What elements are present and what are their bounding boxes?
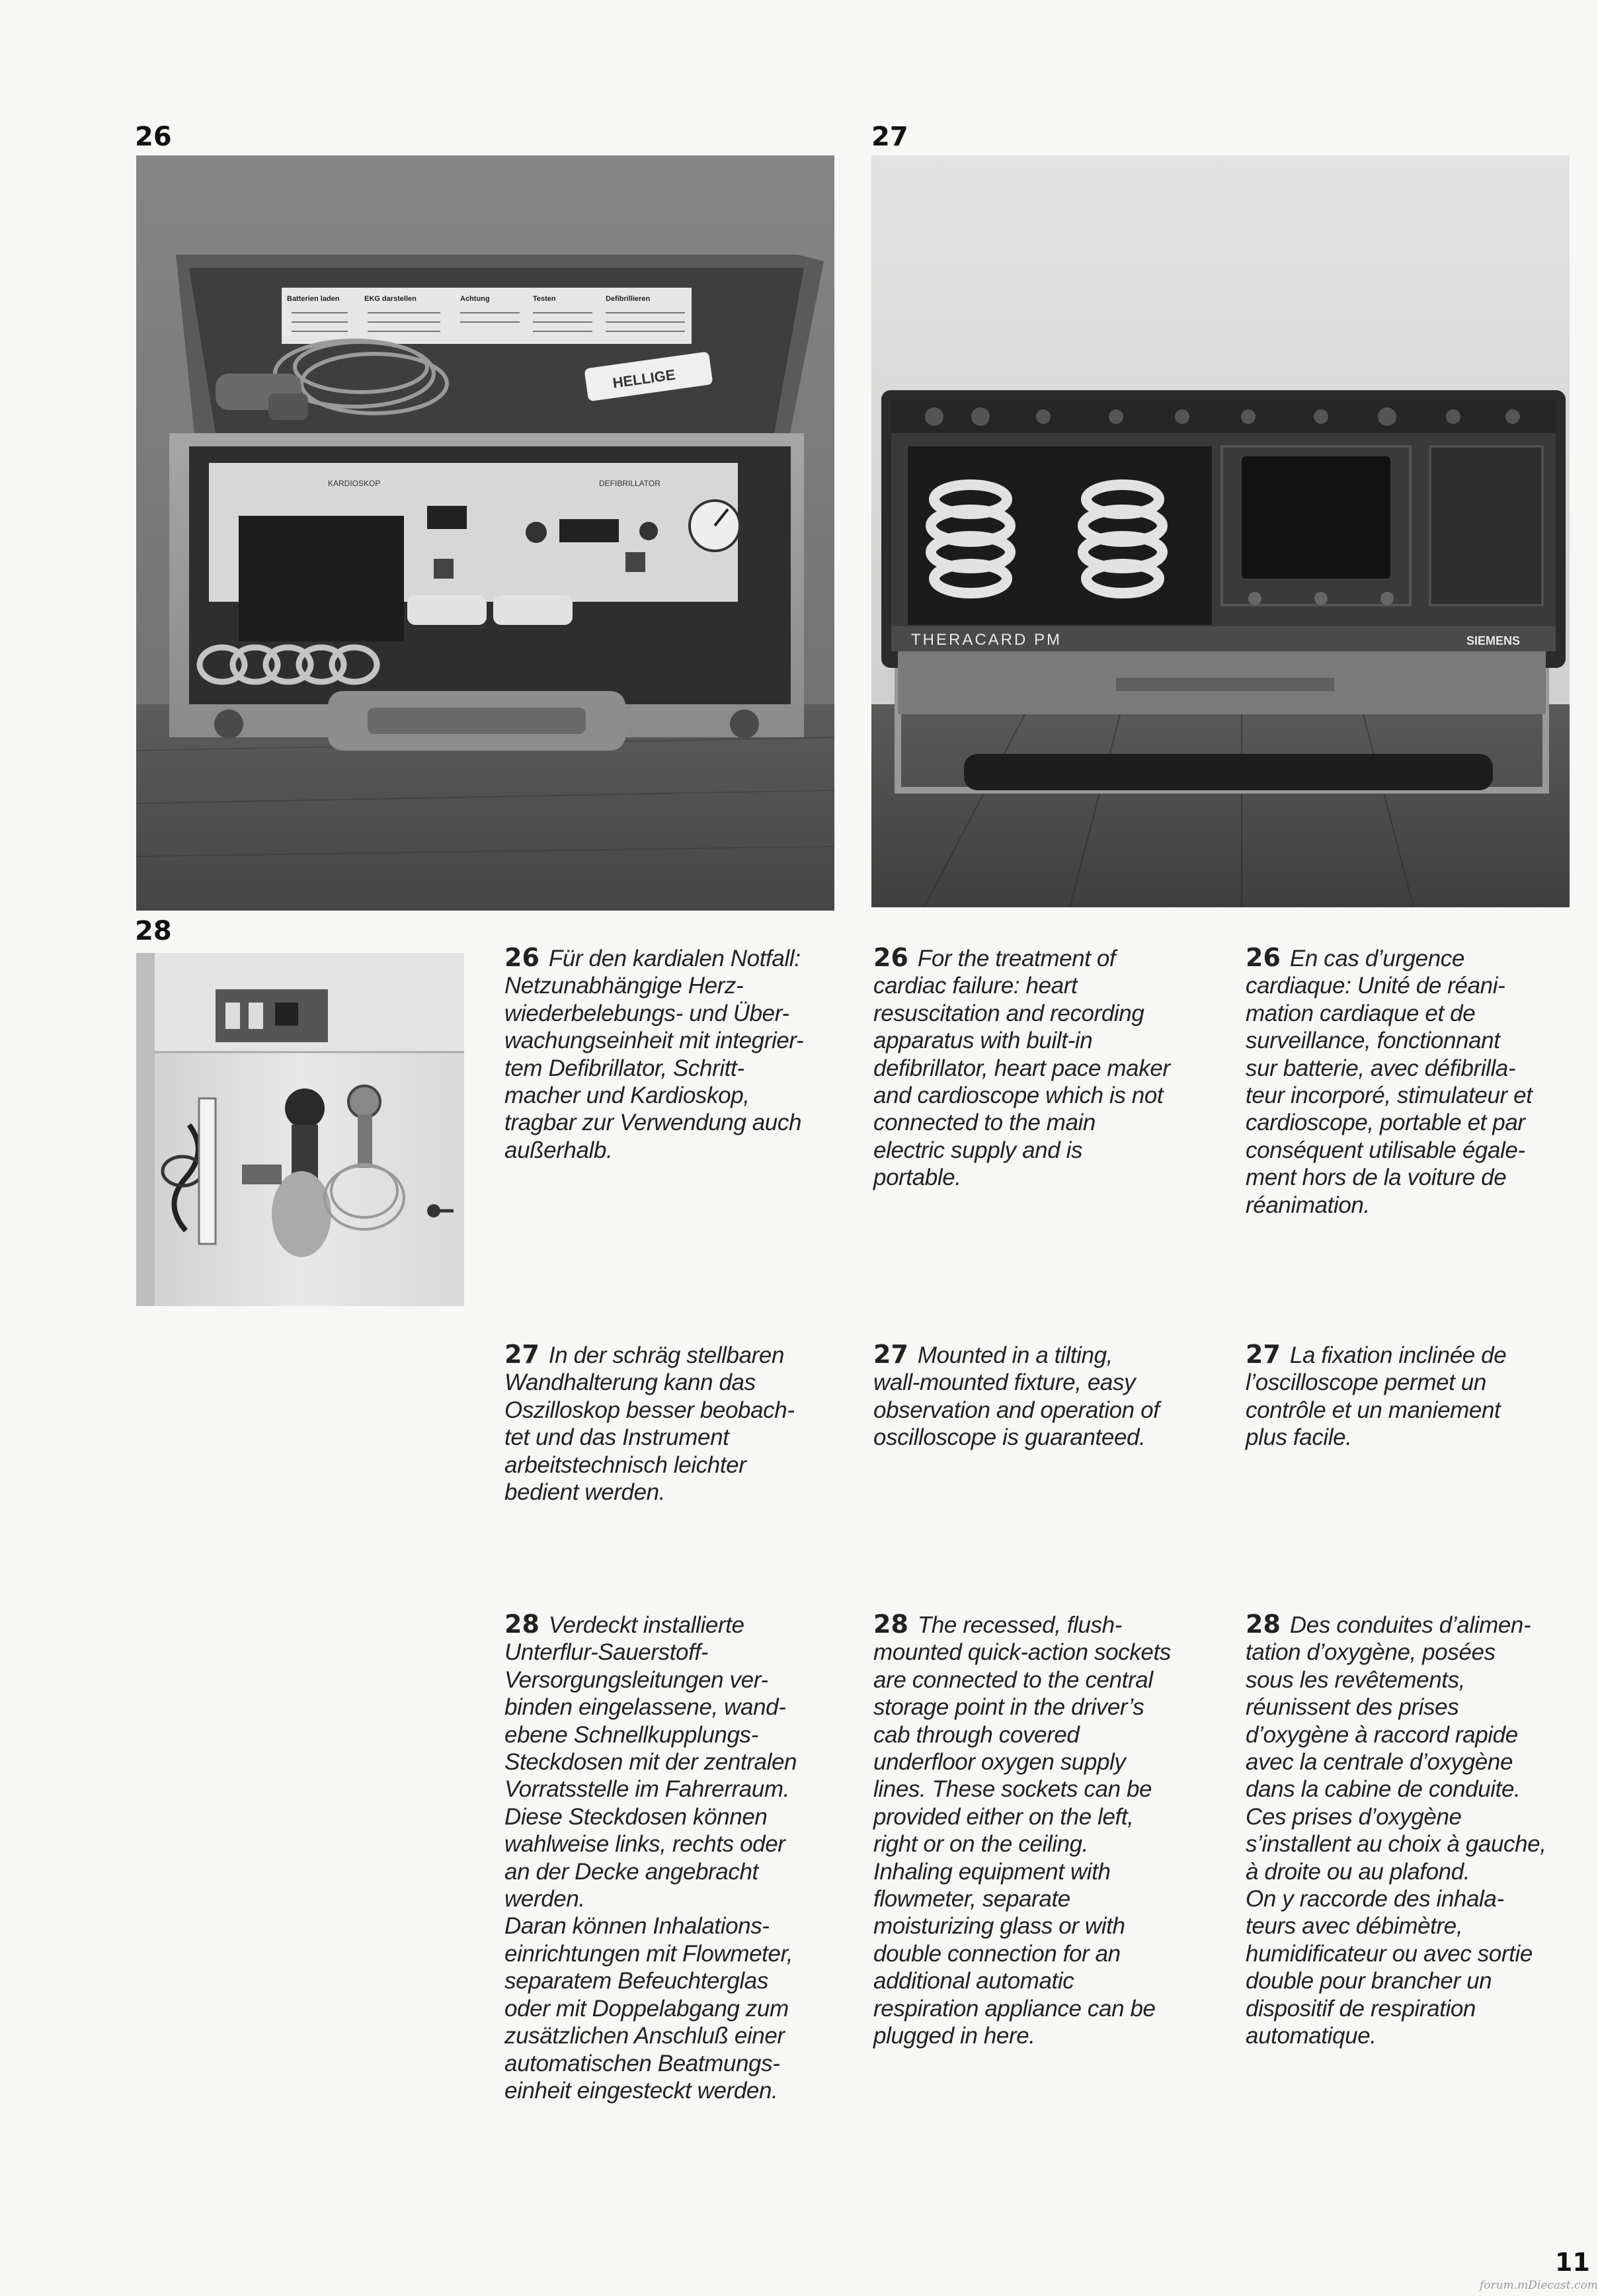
caption-26-german [504, 944, 861, 1164]
caption-26-english [873, 944, 1230, 1192]
caption-number: 28 [1246, 1610, 1281, 1639]
caption-text: En cas d’urgence cardiaque: Unité de réani- mation cardiaque et de surveillance, fonctionnant sur batterie, avec défibrilla- teur incorporé, stimulateur et cardioscope, portable et par conséquent utilisable égale- ment hors de la voiture de réanimation. [1246, 946, 1533, 1218]
instruction-header: Achtung [460, 295, 490, 303]
caption-27-german [504, 1341, 861, 1506]
caption-number: 26 [873, 943, 908, 972]
caption-26-french [1246, 944, 1583, 1219]
caption-text: In der schräg stellbaren Wandhalterung kann das Oszilloskop besser beobach- tet und das Instrument arbeitstechnisch leichter bedient werden. [504, 1342, 795, 1506]
figure-number-27: 27 [871, 122, 908, 152]
caption-number: 27 [873, 1340, 908, 1369]
instruction-header: EKG darstellen [364, 295, 417, 303]
photo-defibrillator-case [136, 155, 834, 911]
caption-number: 26 [1246, 943, 1281, 972]
photo-theracard-oscilloscope [871, 155, 1570, 907]
caption-28-french [1246, 1611, 1583, 2050]
instruction-header: Batterien laden [287, 295, 340, 303]
caption-27-french [1246, 1341, 1583, 1452]
caption-number: 28 [873, 1610, 908, 1639]
caption-text: Für den kardialen Notfall: Netzunabhängige Herz- wiederbelebungs- und Über- wachungseinheit mit integrier- tem Defibrillator, Schritt- macher und Kardioskop, tragbar zur Verwendung auch außerhalb. [504, 946, 804, 1163]
siemens-label: SIEMENS [1466, 634, 1521, 647]
figure-number-28: 28 [135, 916, 172, 946]
caption-text: Mounted in a tilting, wall-mounted fixture, easy observation and operation of oscilloscope is guaranteed. [873, 1342, 1160, 1451]
caption-27-english [873, 1341, 1230, 1452]
instruction-header: Defibrillieren [606, 295, 651, 303]
caption-28-english [873, 1611, 1230, 2050]
caption-text: Des conduites d’alimen- tation d’oxygène, posées sous les revêtements, réunissent des prises d’oxygène à raccord rapide avec la centrale d’oxygène dans la cabine de conduite. Ces prises d’oxygène s’installent au choix à gauche, à droite ou au plafond. On y raccorde des inhala- teurs avec débimètre, humidificateur ou avec sortie double pour brancher un dispositif de respiration automatique. [1246, 1612, 1546, 2049]
caption-text: The recessed, flush- mounted quick-action sockets are connected to the central storage point in the driver’s cab through covered underfloor oxygen supply lines. These sockets can be provided either on the left, right or on the ceiling. Inhaling equipment with flowmeter, separate moisturizing glass or with double connection for an additional automatic respiration appliance can be plugged in here. [873, 1612, 1171, 2049]
photo-oxygen-supply [136, 953, 464, 1306]
theracard-label: THERACARD PM [911, 631, 1062, 649]
caption-number: 28 [504, 1610, 539, 1639]
caption-number: 26 [504, 943, 539, 972]
instruction-header: Testen [533, 295, 556, 303]
caption-text: For the treatment of cardiac failure: heart resuscitation and recording apparatus with built-in defibrillator, heart pace maker and cardioscope which is not connected to the main electric supply and is portable. [873, 946, 1170, 1191]
caption-number: 27 [504, 1340, 539, 1369]
caption-text: La fixation inclinée de l’oscilloscope permet un contrôle et un maniement plus facile. [1246, 1342, 1507, 1451]
figure-number-26: 26 [135, 122, 172, 152]
caption-28-german [504, 1611, 861, 2104]
gel-tube-label: HELLIGE [612, 366, 676, 391]
kardioskop-label: KARDIOSKOP [328, 479, 381, 488]
caption-number: 27 [1246, 1340, 1281, 1369]
caption-text: Verdeckt installierte Unterflur-Sauerstoff- Versorgungsleitungen ver- binden eingelassene, wand- ebene Schnellkupplungs- Steckdosen mit der zentralen Vorratsstelle im Fahrerraum. Diese Steckdosen können wahlweise links, rechts oder an der Decke angebracht werden. Daran können Inhalations- einrichtungen mit Flowmeter, separatem Befeuchterglas oder mit Doppelabgang zum zusätzlichen Anschluß einer automatischen Beatmungs- einheit eingesteckt werden. [504, 1612, 797, 2104]
watermark: forum.mDiecast.com [1480, 2279, 1598, 2292]
defibrillator-label: DEFIBRILLATOR [599, 479, 660, 488]
page-number: 11 [1555, 2248, 1590, 2277]
